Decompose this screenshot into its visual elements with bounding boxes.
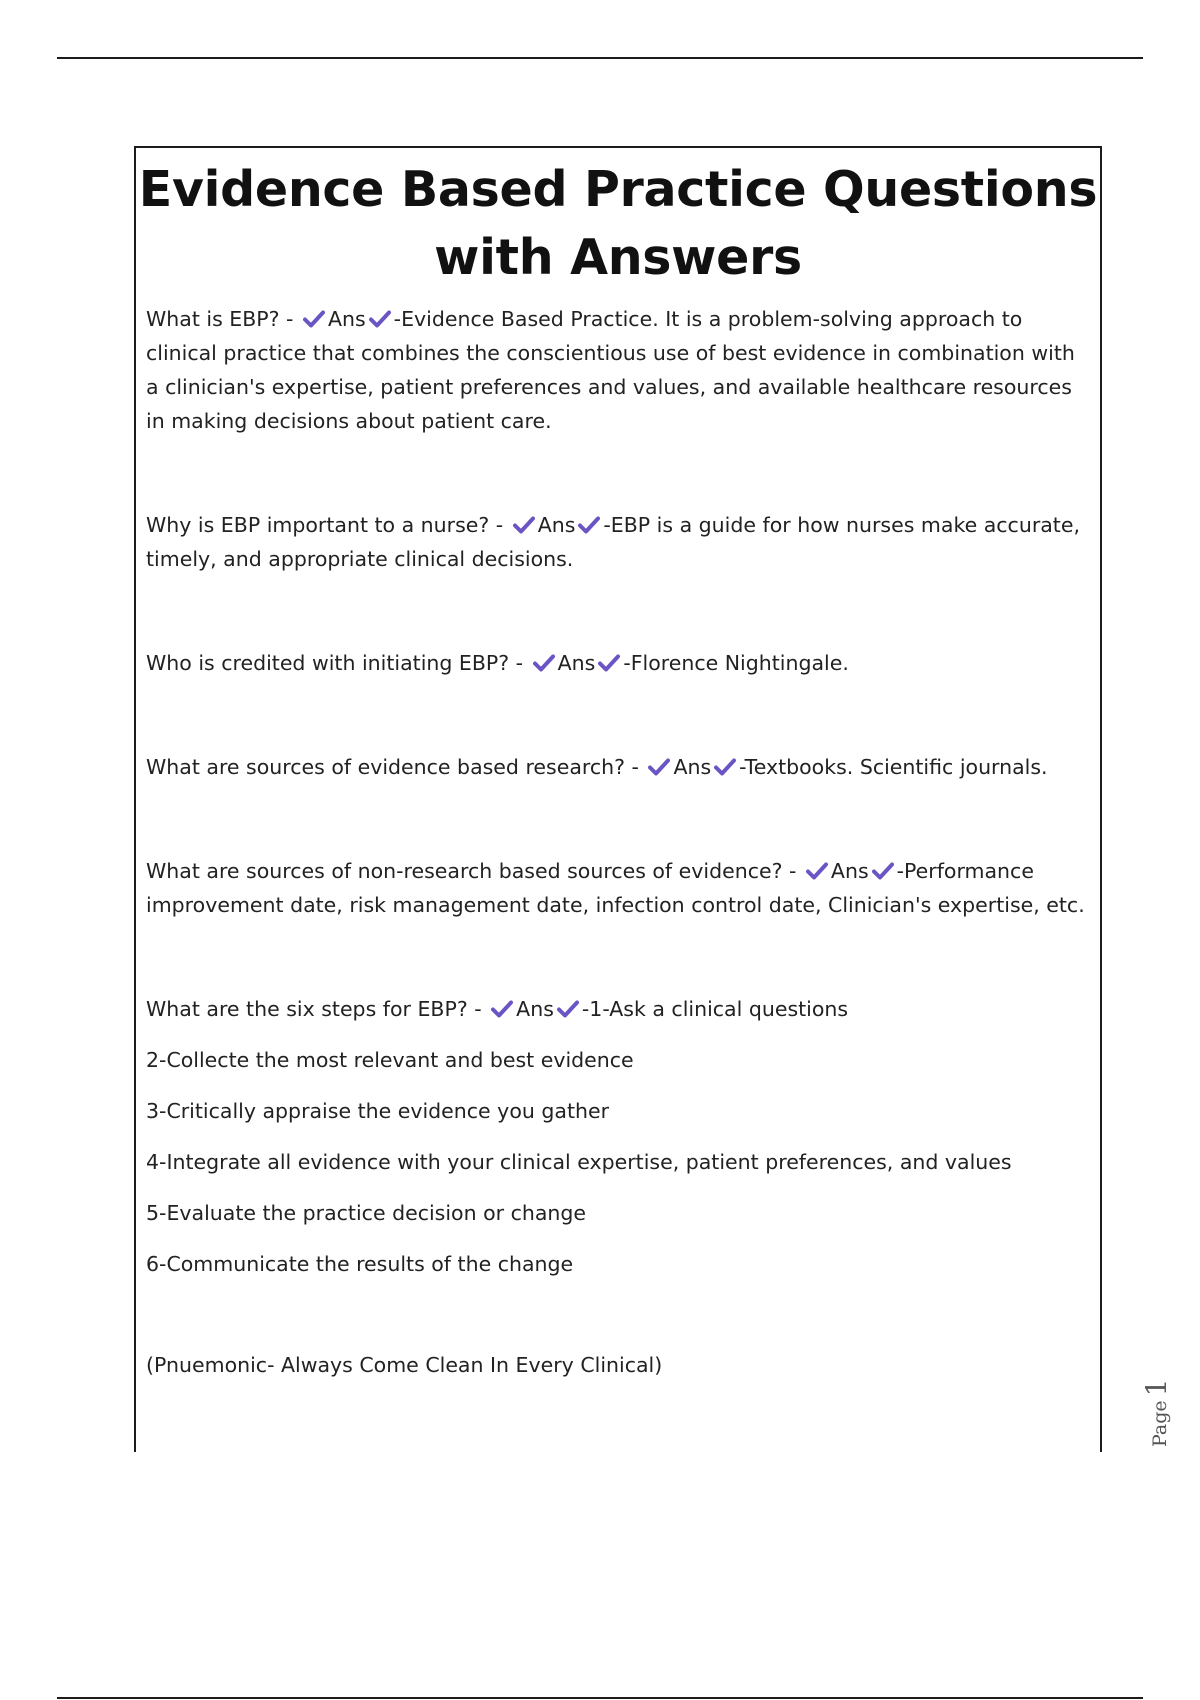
checkmark-icon [491,1000,513,1018]
ans-label: Ans [327,307,366,331]
ans-label: Ans [557,651,596,675]
answer-text: -1-Ask a clinical questions [581,997,849,1021]
checkmark-icon [578,516,600,534]
checkmark-icon [598,654,620,672]
checkmark-icon [648,758,670,776]
title-line-2: with Answers [434,229,802,286]
title-line-1: Evidence Based Practice Questions [138,161,1098,218]
checkmark-icon [513,516,535,534]
question-text: What are the six steps for EBP? - [146,997,489,1021]
checkmark-icon [872,862,894,880]
ans-label: Ans [516,997,554,1021]
qa-item [146,302,1090,438]
bottom-rule [57,1697,1143,1699]
step-item: 6-Communicate the results of the change [146,1252,574,1276]
checkmark-icon [303,310,325,328]
top-rule [57,57,1143,59]
answer-text: -Evidence Based Practice. It is a problem-solving approach to clinical practice that combines the conscientious use of best evidence in combination with a clinician's expertise, patient preferences and values, and available healthcare resources in making decisions about patient care. [146,307,1075,433]
ans-label: Ans [673,755,712,779]
qa-item [146,646,1090,680]
step-item: 3-Critically appraise the evidence you gather [146,1099,610,1123]
page-number [1140,1378,1173,1447]
step-item: 4-Integrate all evidence with your clinical expertise, patient preferences, and values [146,1150,1012,1174]
checkmark-icon [714,758,736,776]
qa-content [136,292,1100,1382]
page-number-value: 1 [1140,1378,1173,1397]
checkmark-icon [806,862,828,880]
question-text: Why is EBP important to a nurse? - [146,513,510,537]
answer-text: -Textbooks. Scientific journals. [739,755,1048,779]
document-title [136,156,1100,292]
qa-item [146,854,1090,922]
ans-label: Ans [830,859,869,883]
question-text: What are sources of evidence based research? - [146,755,646,779]
checkmark-icon [557,1000,579,1018]
checkmark-icon [533,654,555,672]
answer-text: -Florence Nightingale. [623,651,849,675]
question-text: What are sources of non-research based sources of evidence? - [146,859,803,883]
question-text: Who is credited with initiating EBP? - [146,651,530,675]
checkmark-icon [369,310,391,328]
step-item: 5-Evaluate the practice decision or change [146,1201,587,1225]
answer-text: -Performance improvement date, risk management date, infection control date, Clinician's expertise, etc. [146,859,1085,917]
question-text: What is EBP? - [146,307,300,331]
page-label: Page [1149,1400,1171,1447]
mnemonic-note: (Pnuemonic- Always Come Clean In Every Clinical) [146,1353,663,1377]
qa-item [146,992,1090,1026]
qa-item [146,508,1090,576]
qa-item [146,750,1090,784]
document-frame [134,146,1102,1452]
answer-text: -EBP is a guide for how nurses make accurate, timely, and appropriate clinical decisions. [146,513,1080,571]
ans-label: Ans [537,513,576,537]
step-item: 2-Collecte the most relevant and best evidence [146,1048,634,1072]
